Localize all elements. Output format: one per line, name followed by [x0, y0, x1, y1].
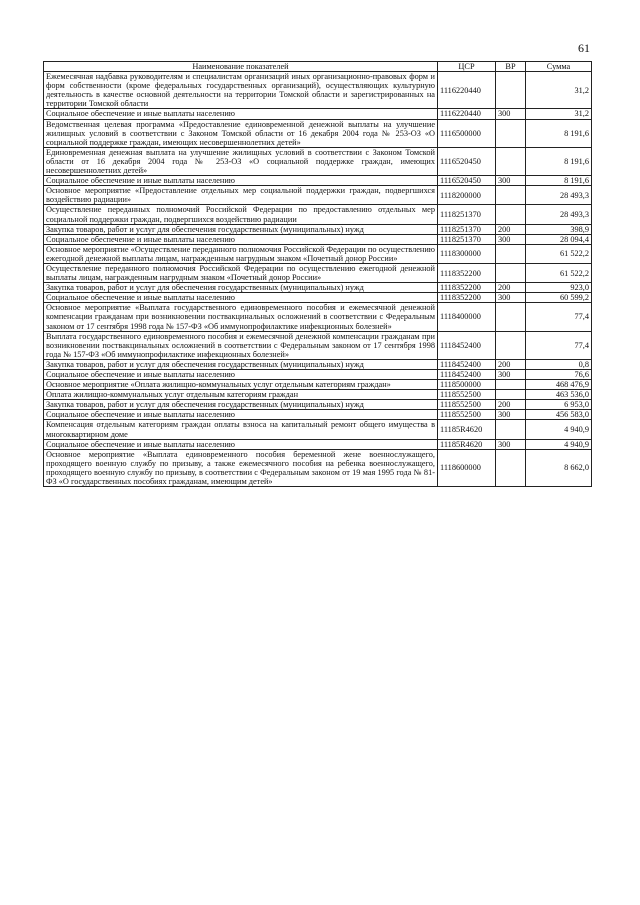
row-vr-cell: 300 — [496, 410, 526, 420]
row-name-cell: Закупка товаров, работ и услуг для обеспечения государственных (муниципальных) нужд — [44, 283, 438, 293]
row-name-cell: Социальное обеспечение и иные выплаты населению — [44, 439, 438, 449]
row-vr-cell: 200 — [496, 359, 526, 369]
table-row — [44, 263, 592, 282]
row-vr-cell: 200 — [496, 400, 526, 410]
row-csr-cell: 1118552500 — [438, 410, 496, 420]
row-name-cell: Основное мероприятие «Предоставление отдельных мер социальной поддержки граждан, подвергшихся воздействию радиации» — [44, 186, 438, 205]
row-csr-cell: 1118452400 — [438, 331, 496, 359]
table-row — [44, 331, 592, 359]
row-name-cell: Единовременная денежная выплата на улучшение жилищных условий в соответствии с Законом Томской области от 16 декабря 2004 года № 253-ОЗ «О социальной поддержке граждан, имеющих несовершеннолетних детей» — [44, 147, 438, 175]
row-sum-cell: 61 522,2 — [526, 244, 592, 263]
table-row — [44, 380, 592, 390]
row-sum-cell: 77,4 — [526, 331, 592, 359]
row-vr-cell: 300 — [496, 439, 526, 449]
row-sum-cell: 923,0 — [526, 283, 592, 293]
row-sum-cell: 398,9 — [526, 224, 592, 234]
row-sum-cell: 456 583,0 — [526, 410, 592, 420]
table-row — [44, 293, 592, 303]
table-row — [44, 119, 592, 147]
row-vr-cell — [496, 244, 526, 263]
row-name-cell: Закупка товаров, работ и услуг для обеспечения государственных (муниципальных) нужд — [44, 224, 438, 234]
row-name-cell: Основное мероприятие «Осуществление переданного полномочия Российской Федерации по осуществлению ежегодной денежной выплаты лицам, награжденным нагрудным знаком «Почетный донор России» — [44, 244, 438, 263]
row-csr-cell: 1116520450 — [438, 176, 496, 186]
table-row — [44, 410, 592, 420]
row-name-cell: Выплата государственного единовременного пособия и ежемесячной денежной компенсации гражданам при возникновении поствакцинальных осложнений в соответствии с Федеральным законом от 17 сентября 1998 года № 157-ФЗ «Об иммунопрофилактике инфекционных болезней» — [44, 331, 438, 359]
table-row — [44, 147, 592, 175]
row-vr-cell — [496, 205, 526, 224]
row-name-cell: Основное мероприятие «Выплата единовременного пособия беременной жене военнослужащего, проходящего военную службу по призыву, а также ежемесячного пособия на ребенка военнослужащего, проходящего военную службу по призыву, в соответствии с Федеральным законом от 19 мая 1995 года № 81-ФЗ «О государственных пособиях гражданам, имеющим детей» — [44, 449, 438, 486]
row-csr-cell: 1118552500 — [438, 390, 496, 400]
header-vr: ВР — [496, 62, 526, 72]
row-sum-cell: 76,6 — [526, 370, 592, 380]
row-csr-cell: 11185R4620 — [438, 420, 496, 439]
row-csr-cell: 1118352200 — [438, 263, 496, 282]
row-name-cell: Закупка товаров, работ и услуг для обеспечения государственных (муниципальных) нужд — [44, 359, 438, 369]
row-csr-cell: 1116220440 — [438, 72, 496, 109]
row-vr-cell — [496, 303, 526, 331]
table-header-row — [44, 62, 592, 72]
page-number: 61 — [578, 41, 590, 55]
row-sum-cell: 8 662,0 — [526, 449, 592, 486]
row-csr-cell: 1116520450 — [438, 147, 496, 175]
row-csr-cell: 1118352200 — [438, 283, 496, 293]
table-row — [44, 359, 592, 369]
row-sum-cell: 8 191,6 — [526, 119, 592, 147]
row-csr-cell: 1118251370 — [438, 234, 496, 244]
row-vr-cell — [496, 449, 526, 486]
row-sum-cell: 4 940,9 — [526, 439, 592, 449]
table-row — [44, 400, 592, 410]
table-body — [44, 72, 592, 487]
row-name-cell: Ведомственная целевая программа «Предоставление единовременной денежной выплаты на улучшение жилищных условий в соответствии с Законом Томской области от 16 декабря 2004 года № 253-ОЗ «О социальной поддержке граждан, имеющих несовершеннолетних детей» — [44, 119, 438, 147]
table-row — [44, 205, 592, 224]
row-sum-cell: 28 493,3 — [526, 205, 592, 224]
row-csr-cell: 1118552500 — [438, 400, 496, 410]
row-name-cell: Социальное обеспечение и иные выплаты населению — [44, 293, 438, 303]
row-name-cell: Осуществление переданных полномочий Российской Федерации по предоставлению отдельных мер социальной поддержки граждан, подвергшихся воздействию радиации — [44, 205, 438, 224]
row-csr-cell: 1118600000 — [438, 449, 496, 486]
row-name-cell: Социальное обеспечение и иные выплаты населению — [44, 176, 438, 186]
row-csr-cell: 1118352200 — [438, 293, 496, 303]
row-sum-cell: 60 599,2 — [526, 293, 592, 303]
row-vr-cell: 200 — [496, 224, 526, 234]
row-name-cell: Осуществление переданного полномочия Российской Федерации по осуществлению ежегодной денежной выплаты лицам, награжденным нагрудным знаком «Почетный донор России» — [44, 263, 438, 282]
table-row — [44, 303, 592, 331]
table-row — [44, 244, 592, 263]
budget-table — [43, 61, 592, 487]
header-csr: ЦСР — [438, 62, 496, 72]
table-row — [44, 224, 592, 234]
row-sum-cell: 61 522,2 — [526, 263, 592, 282]
row-sum-cell: 8 191,6 — [526, 147, 592, 175]
row-vr-cell — [496, 147, 526, 175]
row-name-cell: Оплата жилищно-коммунальных услуг отдельным категориям граждан — [44, 390, 438, 400]
row-vr-cell — [496, 186, 526, 205]
row-csr-cell: 11185R4620 — [438, 439, 496, 449]
row-csr-cell: 1118251370 — [438, 205, 496, 224]
row-name-cell: Компенсация отдельным категориям граждан оплаты взноса на капитальный ремонт общего имущества в многоквартирном доме — [44, 420, 438, 439]
row-vr-cell — [496, 119, 526, 147]
header-sum: Сумма — [526, 62, 592, 72]
row-csr-cell: 1118400000 — [438, 303, 496, 331]
row-vr-cell: 300 — [496, 370, 526, 380]
table-row — [44, 439, 592, 449]
row-vr-cell — [496, 380, 526, 390]
row-sum-cell: 0,8 — [526, 359, 592, 369]
row-name-cell: Основное мероприятие «Оплата жилищно-коммунальных услуг отдельным категориям граждан» — [44, 380, 438, 390]
header-name: Наименование показателей — [44, 62, 438, 72]
table-row — [44, 234, 592, 244]
row-sum-cell: 77,4 — [526, 303, 592, 331]
row-csr-cell: 1118500000 — [438, 380, 496, 390]
row-csr-cell: 1118300000 — [438, 244, 496, 263]
table-row — [44, 176, 592, 186]
row-name-cell: Социальное обеспечение и иные выплаты населению — [44, 410, 438, 420]
row-sum-cell: 463 536,0 — [526, 390, 592, 400]
table-row — [44, 72, 592, 109]
row-csr-cell: 1118452400 — [438, 370, 496, 380]
row-name-cell: Ежемесячная надбавка руководителям и специалистам организаций иных организационно-правовых форм и форм собственности (кроме федеральных государственных организаций), осуществляющих культурную деятельность в качестве основной деятельности на территории Томской области и зарегистрированных на территории Томской области — [44, 72, 438, 109]
row-vr-cell — [496, 390, 526, 400]
row-csr-cell: 1118200000 — [438, 186, 496, 205]
row-name-cell: Социальное обеспечение и иные выплаты населению — [44, 109, 438, 119]
row-sum-cell: 28 493,3 — [526, 186, 592, 205]
row-vr-cell — [496, 72, 526, 109]
table-row — [44, 420, 592, 439]
row-sum-cell: 468 476,9 — [526, 380, 592, 390]
row-name-cell: Закупка товаров, работ и услуг для обеспечения государственных (муниципальных) нужд — [44, 400, 438, 410]
row-csr-cell: 1116500000 — [438, 119, 496, 147]
row-vr-cell: 300 — [496, 176, 526, 186]
row-vr-cell: 200 — [496, 283, 526, 293]
table-row — [44, 449, 592, 486]
row-vr-cell: 300 — [496, 234, 526, 244]
table-row — [44, 283, 592, 293]
row-sum-cell: 6 953,0 — [526, 400, 592, 410]
row-name-cell: Социальное обеспечение и иные выплаты населению — [44, 234, 438, 244]
table-row — [44, 390, 592, 400]
table-row — [44, 186, 592, 205]
row-sum-cell: 31,2 — [526, 109, 592, 119]
row-csr-cell: 1118251370 — [438, 224, 496, 234]
row-vr-cell — [496, 331, 526, 359]
row-vr-cell — [496, 420, 526, 439]
row-sum-cell: 4 940,9 — [526, 420, 592, 439]
row-name-cell: Основное мероприятие «Выплата государственного единовременного пособия и ежемесячной денежной компенсации гражданам при возникновении поствакцинальных осложнений в соответствии с Федеральным законом от 17 сентября 1998 года № 157-ФЗ «Об иммунопрофилактике инфекционных болезней» — [44, 303, 438, 331]
row-sum-cell: 8 191,6 — [526, 176, 592, 186]
table-row — [44, 109, 592, 119]
row-csr-cell: 1116220440 — [438, 109, 496, 119]
row-csr-cell: 1118452400 — [438, 359, 496, 369]
row-vr-cell: 300 — [496, 109, 526, 119]
row-name-cell: Социальное обеспечение и иные выплаты населению — [44, 370, 438, 380]
row-sum-cell: 31,2 — [526, 72, 592, 109]
row-vr-cell: 300 — [496, 293, 526, 303]
table-row — [44, 370, 592, 380]
row-vr-cell — [496, 263, 526, 282]
row-sum-cell: 28 094,4 — [526, 234, 592, 244]
